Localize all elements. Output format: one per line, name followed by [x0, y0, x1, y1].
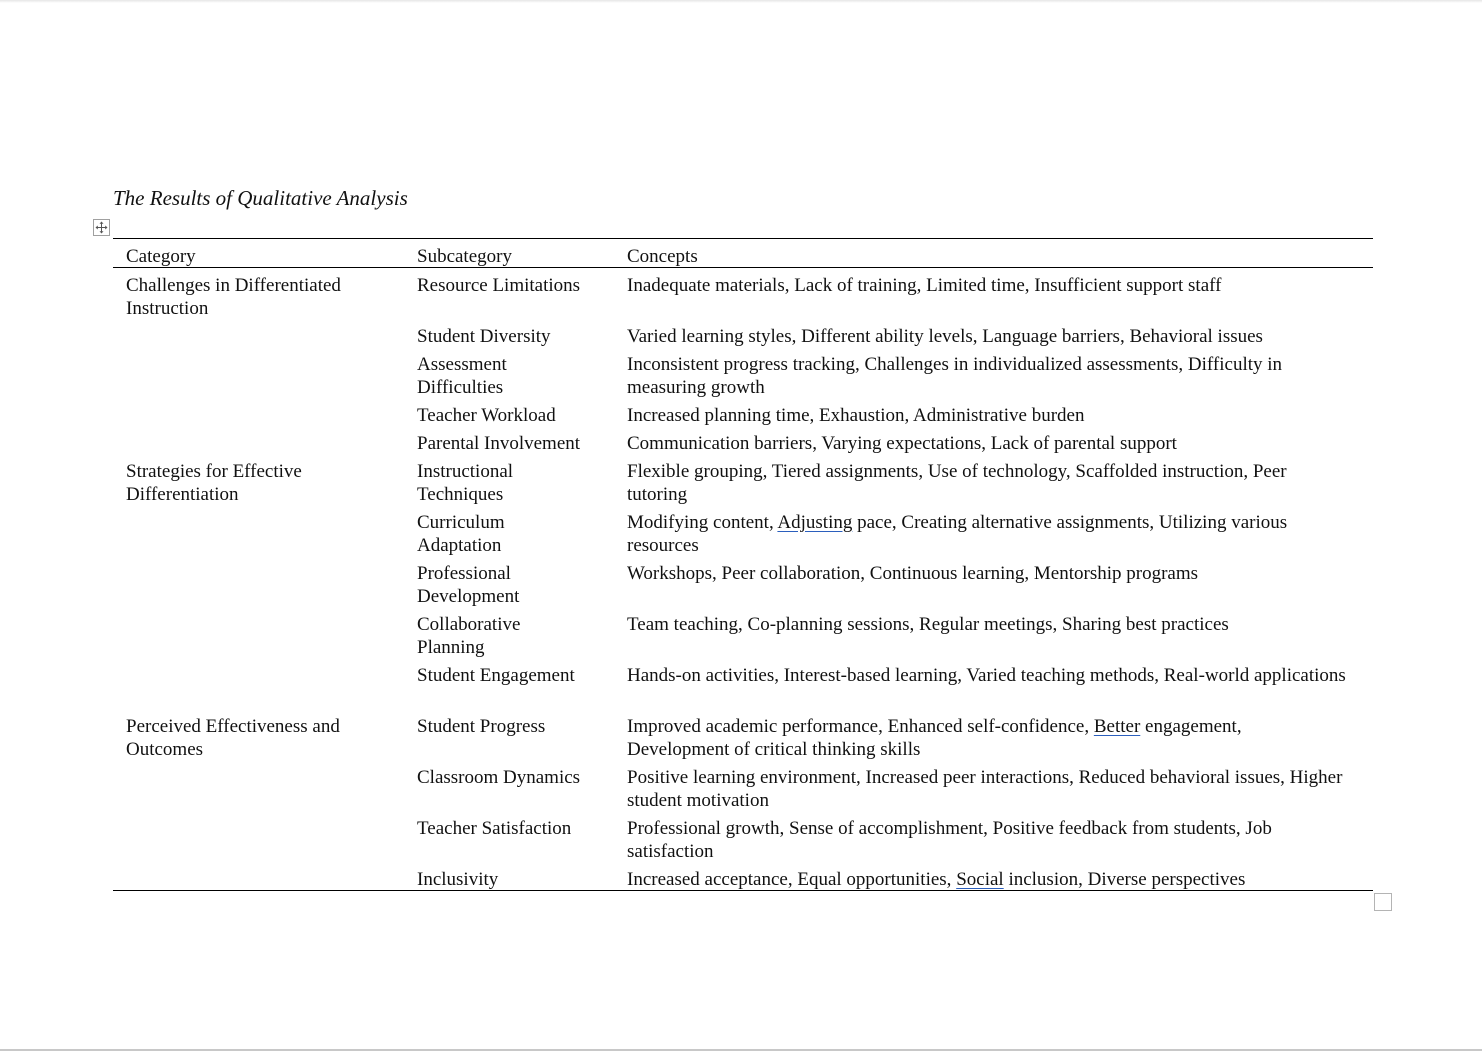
concepts-text: Improved academic performance, Enhanced self-confidence,: [627, 716, 1094, 737]
concepts-text: Increased acceptance, Equal opportunities,: [627, 869, 957, 890]
concepts-cell: [627, 715, 1347, 761]
category-cell: Perceived Effectiveness and Outcomes: [126, 716, 340, 760]
table-top-rule: [113, 238, 1373, 239]
header-category: Category: [126, 246, 196, 267]
subcategory-cell: Curriculum Adaptation: [417, 512, 505, 556]
concepts-cell: Varied learning styles, Different ability levels, Language barriers, Behavioral issues: [627, 326, 1263, 347]
concepts-cell: Positive learning environment, Increased peer interactions, Reduced behavioral issues, Higher student motivation: [627, 767, 1343, 811]
header-subcategory: Subcategory: [417, 246, 512, 267]
concepts-text: engagement, Development of critical thinking skills: [627, 716, 1242, 760]
concepts-cell: Team teaching, Co-planning sessions, Regular meetings, Sharing best practices: [627, 614, 1229, 635]
subcategory-cell: Teacher Satisfaction: [417, 818, 572, 839]
concepts-cell: Inadequate materials, Lack of training, Limited time, Insufficient support staff: [627, 275, 1222, 296]
subcategory-cell: Classroom Dynamics: [417, 767, 581, 788]
table-resize-handle[interactable]: [1374, 893, 1392, 911]
subcategory-cell: Instructional Techniques: [417, 461, 514, 505]
spellcheck-flagged-word[interactable]: Social: [956, 869, 1004, 890]
concepts-cell: [627, 868, 1387, 891]
header-concepts: Concepts: [627, 246, 698, 267]
concepts-text: Modifying content,: [627, 512, 778, 533]
spellcheck-flagged-word[interactable]: Better: [1093, 716, 1141, 737]
concepts-cell: Workshops, Peer collaboration, Continuous learning, Mentorship programs: [627, 563, 1199, 584]
subcategory-cell: Teacher Workload: [417, 405, 556, 426]
concepts-text: pace, Creating alternative assignments, Utilizing various resources: [627, 512, 1288, 556]
category-cell: Strategies for Effective Differentiation: [126, 461, 302, 505]
table-move-handle[interactable]: [93, 219, 110, 236]
window-top-edge: [0, 0, 1482, 3]
subcategory-cell: Student Progress: [417, 716, 546, 737]
concepts-cell: Hands-on activities, Interest-based learning, Varied teaching methods, Real-world applications: [627, 665, 1346, 686]
concepts-cell: Communication barriers, Varying expectations, Lack of parental support: [627, 433, 1177, 454]
subcategory-cell: Collaborative Planning: [417, 614, 521, 658]
subcategory-cell: Inclusivity: [417, 869, 499, 890]
move-arrows-icon: [95, 221, 108, 234]
table-caption: The Results of Qualitative Analysis: [113, 186, 408, 210]
subcategory-cell: Professional Development: [417, 563, 520, 607]
concepts-text: inclusion, Diverse perspectives: [1003, 869, 1246, 890]
category-cell: Challenges in Differentiated Instruction: [126, 275, 341, 319]
subcategory-cell: Assessment Difficulties: [417, 354, 507, 398]
subcategory-cell: Parental Involvement: [417, 433, 581, 454]
spellcheck-flagged-word[interactable]: Adjusting: [777, 512, 853, 533]
concepts-cell: Flexible grouping, Tiered assignments, Use of technology, Scaffolded instruction, Peer tutoring: [627, 461, 1287, 505]
subcategory-cell: Resource Limitations: [417, 275, 581, 296]
concepts-cell: [627, 511, 1347, 557]
concepts-cell: Inconsistent progress tracking, Challenges in individualized assessments, Difficulty in measuring growth: [627, 354, 1283, 398]
subcategory-cell: Student Diversity: [417, 326, 551, 347]
subcategory-cell: Student Engagement: [417, 665, 575, 686]
concepts-cell: Professional growth, Sense of accomplishment, Positive feedback from students, Job satisfaction: [627, 818, 1272, 862]
concepts-cell: Increased planning time, Exhaustion, Administrative burden: [627, 405, 1085, 426]
